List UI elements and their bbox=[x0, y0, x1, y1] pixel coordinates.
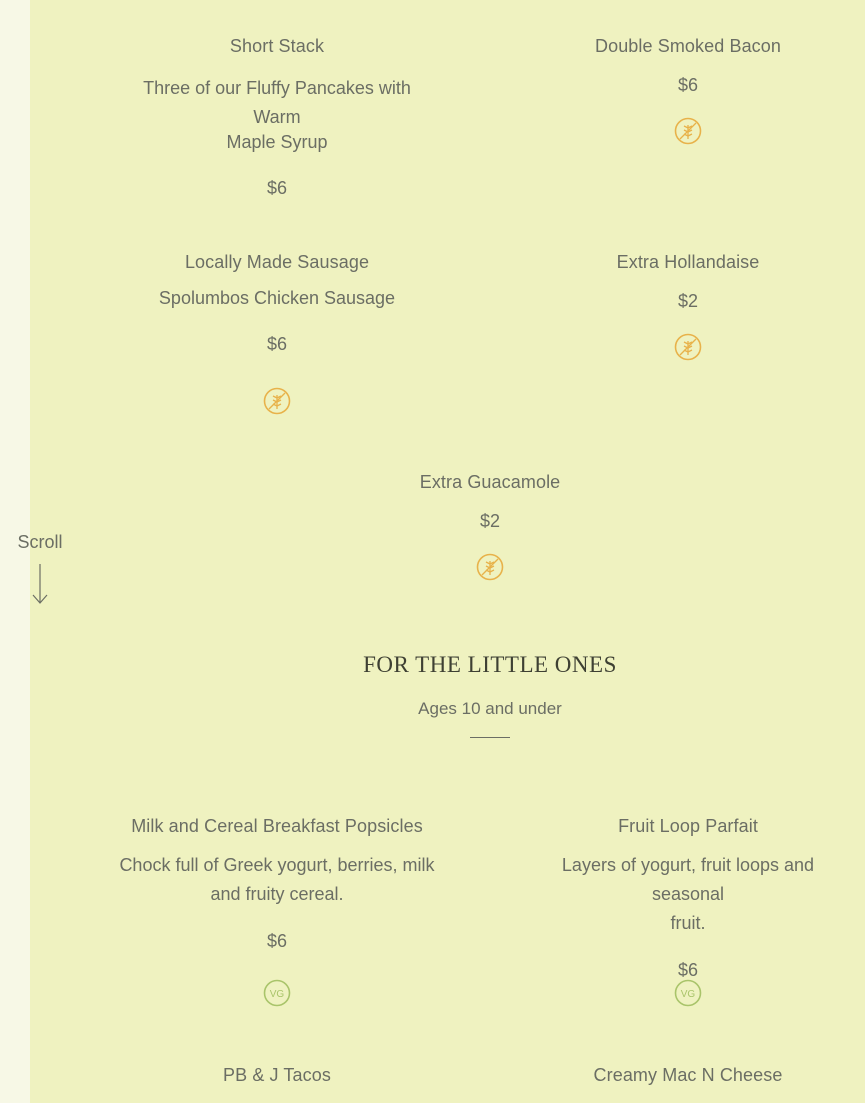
item-description: Chock full of Greek yogurt, berries, milk bbox=[119, 855, 435, 875]
item-name: Extra Hollandaise bbox=[616, 252, 760, 272]
vegan-icon bbox=[263, 979, 291, 1007]
item-price: $2 bbox=[677, 291, 699, 311]
item-price: $6 bbox=[266, 931, 288, 951]
item-name: Locally Made Sausage bbox=[184, 252, 370, 272]
section-title: FOR THE LITTLE ONES bbox=[363, 652, 617, 677]
item-name: Short Stack bbox=[229, 36, 325, 56]
menu-item-short-stack bbox=[117, 35, 437, 199]
vegan-label: VG bbox=[269, 989, 285, 1000]
item-name: Milk and Cereal Breakfast Popsicles bbox=[131, 816, 423, 836]
item-description: and fruity cereal. bbox=[210, 884, 344, 904]
item-price: $2 bbox=[479, 511, 501, 531]
menu-item-locally-made-sausage bbox=[117, 251, 437, 355]
item-name: Creamy Mac N Cheese bbox=[593, 1065, 783, 1085]
item-price: $6 bbox=[677, 75, 699, 95]
item-price: $6 bbox=[266, 334, 288, 354]
section-subtitle: Ages 10 and under bbox=[418, 699, 562, 718]
menu-item-extra-hollandaise bbox=[528, 251, 848, 312]
menu-item-creamy-mac-n-cheese bbox=[528, 1064, 848, 1086]
scroll-label[interactable]: Scroll bbox=[17, 532, 63, 552]
item-name: Double Smoked Bacon bbox=[594, 36, 781, 56]
vegan-label: VG bbox=[680, 989, 696, 1000]
item-price: $6 bbox=[677, 960, 699, 980]
item-description: fruit. bbox=[670, 913, 706, 933]
item-name: Fruit Loop Parfait bbox=[618, 816, 758, 836]
menu-item-fruit-loop-parfait bbox=[528, 815, 848, 981]
arrow-down-icon[interactable] bbox=[30, 563, 50, 605]
gluten-free-icon bbox=[674, 333, 702, 361]
item-description: Maple Syrup bbox=[226, 132, 328, 152]
menu-item-pb-j-tacos bbox=[117, 1064, 437, 1086]
gluten-free-icon bbox=[263, 387, 291, 415]
gluten-free-icon bbox=[674, 117, 702, 145]
menu-item-extra-guacamole bbox=[330, 471, 650, 532]
menu-item-milk-and-cereal-popsicles bbox=[117, 815, 437, 952]
item-name: Extra Guacamole bbox=[419, 472, 561, 492]
item-price: $6 bbox=[266, 178, 288, 198]
menu-item-double-smoked-bacon bbox=[528, 35, 848, 96]
vegan-icon bbox=[674, 979, 702, 1007]
gluten-free-icon bbox=[476, 553, 504, 581]
item-description: Spolumbos Chicken Sausage bbox=[158, 288, 396, 308]
item-description: Layers of yogurt, fruit loops and seasonal bbox=[561, 855, 815, 904]
section-divider bbox=[470, 737, 510, 738]
item-name: PB & J Tacos bbox=[223, 1065, 331, 1085]
item-description: Three of our Fluffy Pancakes with Warm bbox=[143, 78, 411, 127]
